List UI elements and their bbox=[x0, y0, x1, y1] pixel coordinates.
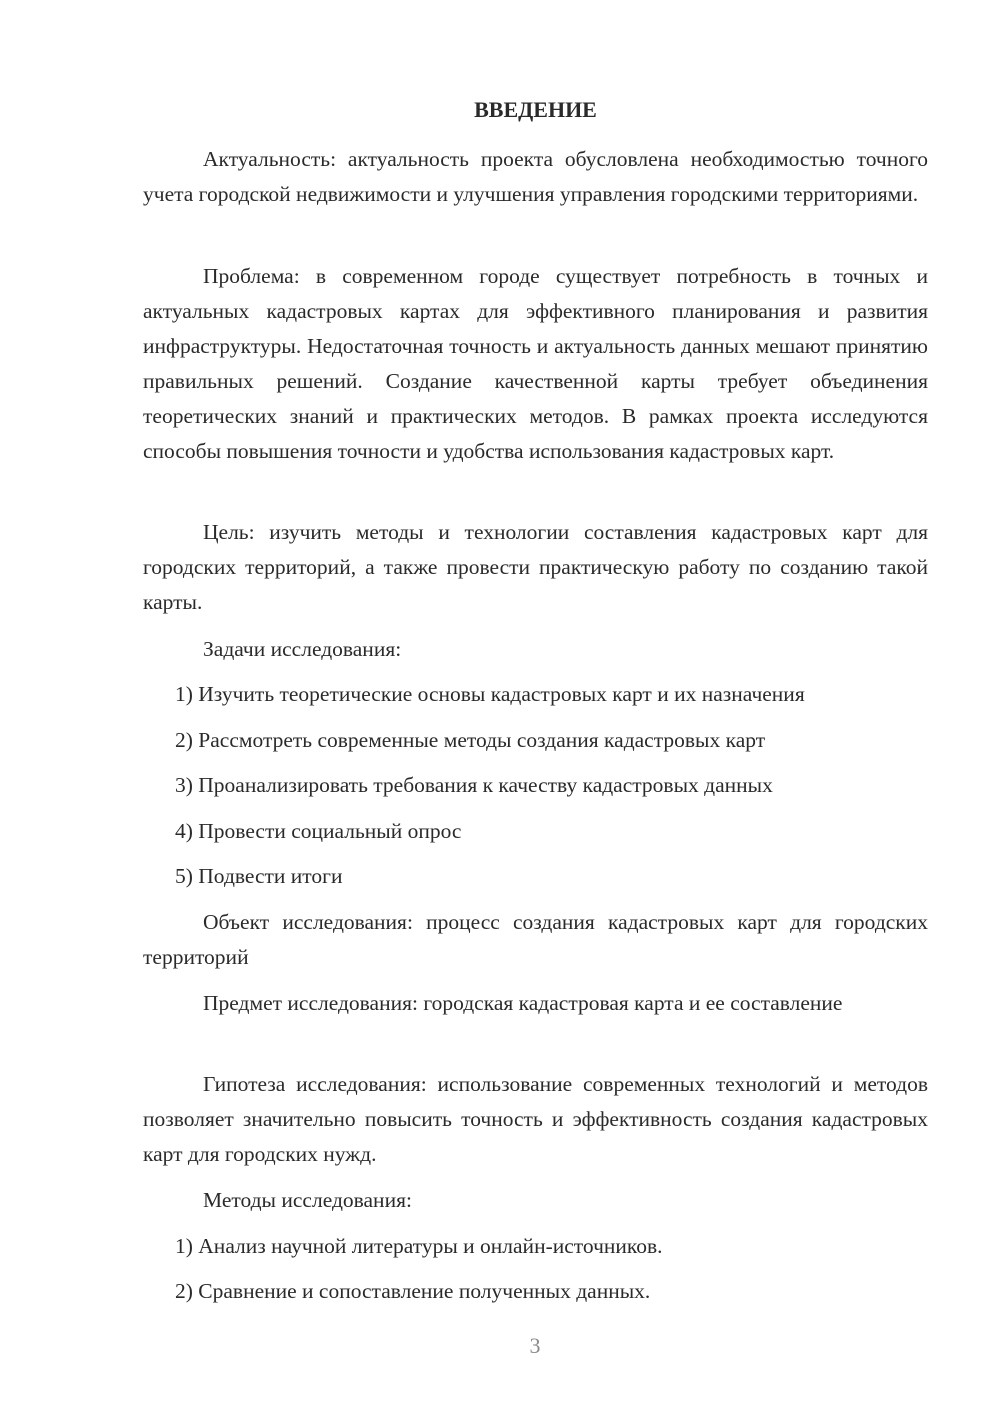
methods-title: Методы исследования: bbox=[203, 1188, 412, 1212]
relevance-paragraph: Актуальность: актуальность проекта обусловлена необходимостью точного учета городской недвижимости и улучшения управления городскими территориями. bbox=[143, 147, 928, 206]
list-item: 3) Проанализировать требования к качеству кадастровых данных bbox=[175, 773, 773, 797]
list-item: 2) Сравнение и сопоставление полученных данных. bbox=[175, 1279, 651, 1303]
list-item: 2) Рассмотреть современные методы создания кадастровых карт bbox=[175, 728, 766, 752]
list-item: 1) Анализ научной литературы и онлайн-источников. bbox=[175, 1234, 663, 1258]
page-title: ВВЕДЕНИЕ bbox=[474, 97, 597, 122]
tasks-title: Задачи исследования: bbox=[203, 637, 402, 661]
subject-paragraph: Предмет исследования: городская кадастровая карта и ее составление bbox=[203, 991, 843, 1015]
goal-paragraph: Цель: изучить методы и технологии составления кадастровых карт для городских территорий, а также провести практическую работу по созданию такой карты. bbox=[143, 520, 928, 614]
list-item: 5) Подвести итоги bbox=[175, 864, 343, 888]
hypothesis-paragraph: Гипотеза исследования: использование современных технологий и методов позволяет значительно повысить точность и эффективность создания кадастровых карт для городских нужд. bbox=[143, 1072, 928, 1166]
list-item: 4) Провести социальный опрос bbox=[175, 819, 462, 843]
list-item: 1) Изучить теоретические основы кадастровых карт и их назначения bbox=[175, 682, 805, 706]
object-paragraph: Объект исследования: процесс создания кадастровых карт для городских территорий bbox=[143, 910, 928, 969]
page-number: 3 bbox=[529, 1333, 541, 1358]
problem-paragraph: Проблема: в современном городе существует потребность в точных и актуальных кадастровых картах для эффективного планирования и развития инфраструктуры. Недостаточная точность и актуальность данных мешают принятию правильных решений. Создание качественной карты требует объединения теоретических знаний и практических методов. В рамках проекта исследуются способы повышения точности и удобства использования кадастровых карт. bbox=[143, 264, 928, 463]
